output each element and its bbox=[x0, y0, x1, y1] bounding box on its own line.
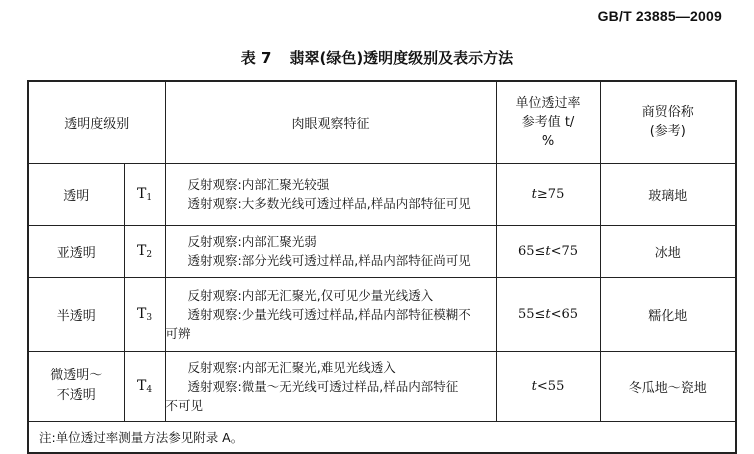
level-cell: 亚透明 bbox=[28, 225, 124, 277]
trade-name-cell: 糯化地 bbox=[600, 277, 736, 351]
code-cell: $T_4$ bbox=[124, 351, 165, 421]
code-cell: $T_3$ bbox=[124, 277, 165, 351]
table-number: 表 7 bbox=[240, 49, 272, 67]
features-cell: 反射观察:内部无汇聚光,仅可见少量光线透入 透射观察:少量光线可透过样品,样品内部特征模糊不 可辨 bbox=[165, 277, 496, 351]
transmittance-cell: 55≤t<65 bbox=[496, 277, 600, 351]
table-note-row bbox=[28, 421, 736, 453]
level-cell: 透明 bbox=[28, 163, 124, 225]
table-header-row bbox=[28, 81, 736, 163]
code-cell: $T_1$ bbox=[124, 163, 165, 225]
table-title: 翡翠(绿色)透明度级别及表示方法 bbox=[289, 49, 514, 67]
trade-name-cell: 玻璃地 bbox=[600, 163, 736, 225]
header-transmittance: 单位透过率 参考值 t/ % bbox=[496, 81, 600, 163]
level-cell: 微透明～ 不透明 bbox=[28, 351, 124, 421]
transmittance-cell: t≥75 bbox=[496, 163, 600, 225]
transmittance-cell: t<55 bbox=[496, 351, 600, 421]
table-caption bbox=[0, 47, 754, 68]
header-level: 透明度级别 bbox=[28, 81, 165, 163]
table-row bbox=[28, 277, 736, 351]
level-cell: 半透明 bbox=[28, 277, 124, 351]
trade-name-cell: 冬瓜地～瓷地 bbox=[600, 351, 736, 421]
header-trade-name: 商贸俗称 (参考) bbox=[600, 81, 736, 163]
trade-name-cell: 冰地 bbox=[600, 225, 736, 277]
code-cell: $T_2$ bbox=[124, 225, 165, 277]
table-row bbox=[28, 351, 736, 421]
features-cell: 反射观察:内部汇聚光弱 透射观察:部分光线可透过样品,样品内部特征尚可见 bbox=[165, 225, 496, 277]
features-cell: 反射观察:内部汇聚光较强 透射观察:大多数光线可透过样品,样品内部特征可见 bbox=[165, 163, 496, 225]
table-row bbox=[28, 225, 736, 277]
transmittance-cell: 65≤t<75 bbox=[496, 225, 600, 277]
header-features: 肉眼观察特征 bbox=[165, 81, 496, 163]
table-row bbox=[28, 163, 736, 225]
transparency-grade-table bbox=[27, 80, 737, 454]
table-note: 注:单位透过率测量方法参见附录 A。 bbox=[28, 421, 736, 453]
features-cell: 反射观察:内部无汇聚光,难见光线透入 透射观察:微量～无光线可透过样品,样品内部特征 不可见 bbox=[165, 351, 496, 421]
standard-code: GB/T 23885—2009 bbox=[597, 8, 722, 24]
